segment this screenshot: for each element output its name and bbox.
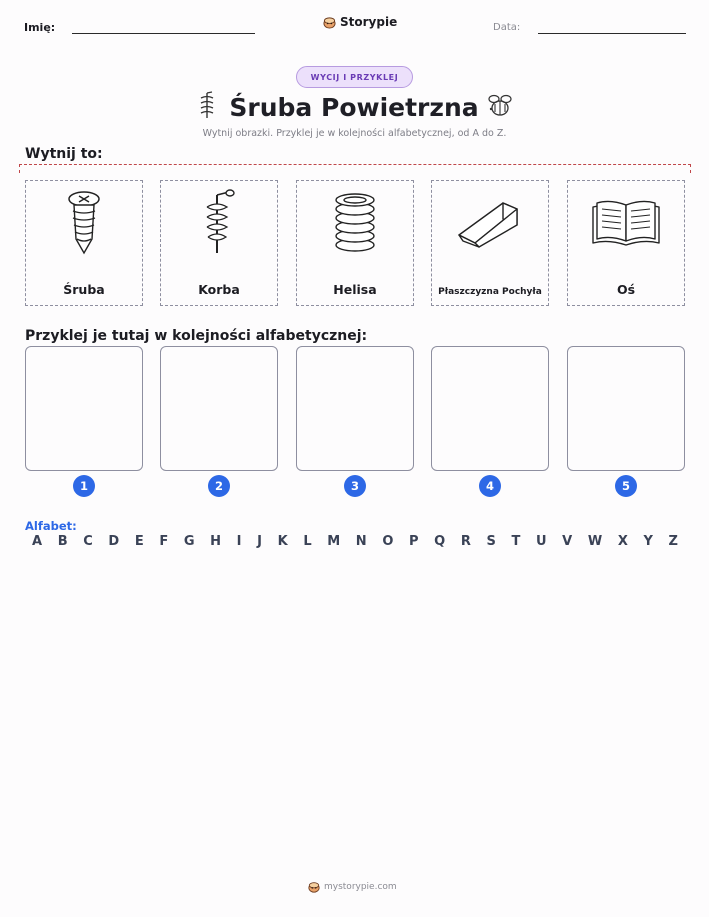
cut-card[interactable] [431, 180, 549, 306]
card-label: Oś [616, 282, 636, 297]
alphabet-letter: Q [434, 534, 446, 549]
alphabet-letter: A [32, 534, 43, 549]
storypie-logo-icon [323, 16, 336, 29]
alphabet-letter: W [587, 534, 603, 549]
alphabet-letter: Z [668, 534, 678, 549]
name-line[interactable] [72, 33, 255, 34]
alphabet-title: Alfabet: [25, 519, 77, 533]
alphabet-letter: O [382, 534, 394, 549]
step-number-4: 4 [479, 475, 501, 497]
date-label: Data: [493, 22, 521, 33]
alphabet-letter: P [409, 534, 419, 549]
wedge-icon [455, 195, 525, 251]
alphabet-letter: N [355, 534, 367, 549]
alphabet-letter: D [108, 534, 120, 549]
alphabet-letter: T [511, 534, 521, 549]
paste-box-5[interactable] [567, 346, 685, 471]
footer-url[interactable]: mystorypie.com [324, 882, 397, 892]
cut-card[interactable] [160, 180, 278, 306]
alphabet-letter: F [159, 534, 169, 549]
alphabet-letter: B [57, 534, 68, 549]
bee-icon [485, 91, 515, 119]
step-number-3: 3 [344, 475, 366, 497]
paste-box-1[interactable] [25, 346, 143, 471]
cut-heading: Wytnij to: [25, 146, 103, 162]
book-icon [590, 195, 662, 251]
card-label: Korba [198, 282, 240, 297]
screw-icon [64, 189, 104, 257]
alphabet-letter: G [183, 534, 195, 549]
step-number-2: 2 [208, 475, 230, 497]
alphabet-letter: Y [643, 534, 653, 549]
cut-card[interactable] [296, 180, 414, 306]
brand-logo [323, 15, 397, 29]
alphabet-letter: V [562, 534, 573, 549]
alphabet-letter: X [617, 534, 628, 549]
alphabet-row [32, 534, 678, 549]
step-number-5: 5 [615, 475, 637, 497]
alphabet-letter: L [303, 534, 312, 549]
date-line[interactable] [538, 33, 686, 34]
alphabet-letter: C [83, 534, 93, 549]
alphabet-letter: M [327, 534, 341, 549]
page-title: Śruba Powietrzna [229, 93, 479, 122]
instructions: Wytnij obrazki. Przyklej je w kolejności alfabetycznej, od A do Z. [202, 128, 507, 139]
paste-box-3[interactable] [296, 346, 414, 471]
card-label: Helisa [333, 282, 377, 297]
alphabet-letter: R [460, 534, 471, 549]
cut-card[interactable] [567, 180, 685, 306]
storypie-logo-icon [308, 881, 320, 893]
cut-dashed-line [19, 164, 691, 173]
name-label: Imię: [24, 21, 56, 34]
paste-box-2[interactable] [160, 346, 278, 471]
brand-name: Storypie [340, 15, 398, 29]
paste-heading: Przyklej je tutaj w kolejności alfabetycznej: [25, 328, 368, 344]
alphabet-letter: S [486, 534, 496, 549]
footer [308, 881, 397, 893]
paste-box-4[interactable] [431, 346, 549, 471]
activity-badge: WYCIJ I PRZYKLEJ [296, 66, 413, 88]
alphabet-letter: H [210, 534, 222, 549]
alphabet-letter: U [535, 534, 547, 549]
cut-card[interactable] [25, 180, 143, 306]
card-label: Płaszczyzna Pochyła [438, 287, 542, 297]
card-label: Śruba [63, 282, 105, 297]
step-number-1: 1 [73, 475, 95, 497]
screw-title-icon [199, 91, 215, 119]
alphabet-letter: J [257, 534, 262, 549]
alphabet-letter: K [277, 534, 288, 549]
alphabet-letter: I [236, 534, 242, 549]
alphabet-letter: E [134, 534, 144, 549]
helix-icon [331, 189, 379, 257]
crank-icon [199, 189, 239, 257]
